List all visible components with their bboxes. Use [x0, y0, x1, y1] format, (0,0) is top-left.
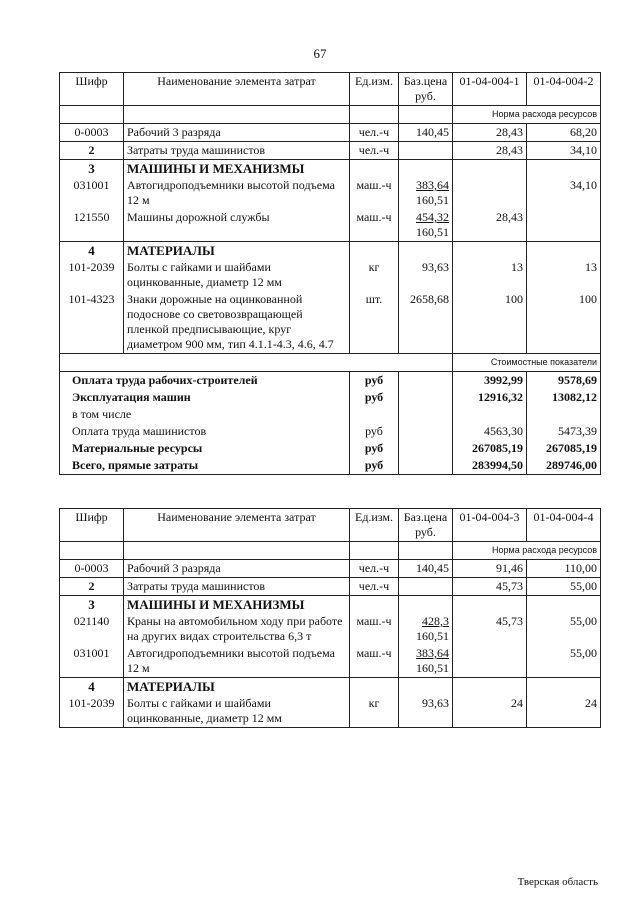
row-unit: кг: [350, 695, 399, 728]
row-value-a: 24: [453, 695, 527, 728]
row-price: [399, 142, 453, 160]
table-row: [60, 124, 601, 142]
row-code: 031001: [60, 645, 124, 678]
header-name: Наименование элемента затрат: [124, 509, 350, 542]
section-code: 4: [60, 242, 124, 260]
norm-label: Норма расхода ресурсов: [453, 106, 601, 124]
row-price-base: 428,3: [422, 614, 449, 628]
header-price-line2: руб.: [415, 89, 436, 103]
norm-label: Норма расхода ресурсов: [453, 542, 601, 560]
norm-label-row: [60, 542, 601, 560]
header-code: Шифр: [60, 73, 124, 106]
row-price: 93,63: [399, 259, 453, 291]
cost-label-row: [60, 354, 601, 372]
row-value-b: 55,00: [527, 645, 601, 678]
section-code: 3: [60, 160, 124, 178]
row-value-b: 34,10: [527, 177, 601, 209]
section-row-materials: [60, 242, 601, 260]
cost-unit: руб: [350, 372, 399, 390]
header-price: [399, 73, 453, 106]
cost-row: [60, 372, 601, 390]
row-price-labor: 160,51: [416, 225, 449, 239]
header-unit: Ед.изм.: [350, 509, 399, 542]
section-row-materials: [60, 678, 601, 696]
norm-table-2: [59, 508, 601, 728]
cost-row: [60, 423, 601, 440]
row-value-a: 28,43: [453, 124, 527, 142]
header-col-a: 01-04-004-3: [453, 509, 527, 542]
row-value-b: 55,00: [527, 578, 601, 596]
table-row: [60, 291, 601, 354]
row-price: [399, 613, 453, 645]
row-name: Затраты труда машинистов: [124, 142, 350, 160]
cost-name: Материальные ресурсы: [60, 440, 350, 457]
cost-value-b: 267085,19: [527, 440, 601, 457]
cost-value-a: 4563,30: [453, 423, 527, 440]
cost-row: [60, 406, 601, 423]
table-header-row: [60, 73, 601, 106]
row-unit: чел.-ч: [350, 142, 399, 160]
section-title: МАТЕРИАЛЫ: [124, 242, 350, 260]
row-value-b: 34,10: [527, 142, 601, 160]
row-price: 140,45: [399, 124, 453, 142]
row-value-a: 45,73: [453, 578, 527, 596]
cost-value-a: 12916,32: [453, 389, 527, 406]
section-title: МАШИНЫ И МЕХАНИЗМЫ: [124, 596, 350, 614]
row-unit: чел.-ч: [350, 578, 399, 596]
row-code: 101-4323: [60, 291, 124, 354]
row-code: 101-2039: [60, 259, 124, 291]
cost-row: [60, 389, 601, 406]
row-value-a: 28,43: [453, 142, 527, 160]
row-name: Автогидроподъемники высотой подъема 12 м: [124, 177, 350, 209]
row-unit: маш.-ч: [350, 177, 399, 209]
page-number: 67: [313, 46, 327, 61]
norm-label-row: [60, 106, 601, 124]
row-code: 0-0003: [60, 560, 124, 578]
section-title: МАТЕРИАЛЫ: [124, 678, 350, 696]
row-name: Машины дорожной службы: [124, 209, 350, 242]
row-price: 93,63: [399, 695, 453, 728]
row-code: 2: [60, 578, 124, 596]
row-value-a: [453, 177, 527, 209]
header-price-line1: Баз.цена: [403, 510, 448, 524]
cost-value-a: 283994,50: [453, 457, 527, 475]
row-price-base: 383,64: [416, 178, 449, 192]
cost-unit: руб: [350, 440, 399, 457]
row-value-a: 91,46: [453, 560, 527, 578]
row-value-a: [453, 645, 527, 678]
table-row: [60, 142, 601, 160]
row-code: 0-0003: [60, 124, 124, 142]
row-value-a: 28,43: [453, 209, 527, 242]
row-value-b: 110,00: [527, 560, 601, 578]
row-unit: маш.-ч: [350, 645, 399, 678]
table-row: [60, 645, 601, 678]
row-price-base: 454,32: [416, 210, 449, 224]
table-header-row: [60, 509, 601, 542]
row-unit: маш.-ч: [350, 613, 399, 645]
cost-value-b: 5473,39: [527, 423, 601, 440]
cost-unit: руб: [350, 423, 399, 440]
row-value-b: 55,00: [527, 613, 601, 645]
footer-region: Тверская область: [517, 876, 598, 888]
section-row-machines: [60, 160, 601, 178]
row-code: 2: [60, 142, 124, 160]
row-name: Рабочий 3 разряда: [124, 124, 350, 142]
cost-name: Оплата труда машинистов: [60, 423, 350, 440]
row-name: Знаки дорожные на оцинкованной подоснове со световозвращающей пленкой предписывающие, круг диаметром 900 мм, тип 4.1.1-4.3, 4.6, 4.7: [124, 291, 350, 354]
cost-value-a: 267085,19: [453, 440, 527, 457]
row-value-b: 68,20: [527, 124, 601, 142]
row-unit: чел.-ч: [350, 124, 399, 142]
row-name: Краны на автомобильном ходу при работе на других видах строительства 6,3 т: [124, 613, 350, 645]
row-price-labor: 160,51: [416, 193, 449, 207]
header-price-line1: Баз.цена: [403, 74, 448, 88]
row-price: [399, 177, 453, 209]
row-value-a: 100: [453, 291, 527, 354]
norm-table-1: [59, 72, 601, 475]
row-name: Болты с гайками и шайбами оцинкованные, диаметр 12 мм: [124, 695, 350, 728]
cost-value-a: 3992,99: [453, 372, 527, 390]
row-value-b: [527, 209, 601, 242]
cost-name: Всего, прямые затраты: [60, 457, 350, 475]
row-unit: кг: [350, 259, 399, 291]
row-value-b: 100: [527, 291, 601, 354]
cost-value-b: 289746,00: [527, 457, 601, 475]
section-code: 4: [60, 678, 124, 696]
header-price-line2: руб.: [415, 525, 436, 539]
row-code: 031001: [60, 177, 124, 209]
row-code: 121550: [60, 209, 124, 242]
row-value-a: 13: [453, 259, 527, 291]
row-price-labor: 160,51: [416, 629, 449, 643]
table-row: [60, 560, 601, 578]
table-row: [60, 613, 601, 645]
table-row: [60, 578, 601, 596]
row-unit: чел.-ч: [350, 560, 399, 578]
row-name: Затраты труда машинистов: [124, 578, 350, 596]
cost-row: [60, 457, 601, 475]
section-code: 3: [60, 596, 124, 614]
cost-label: Стоимостные показатели: [453, 354, 601, 372]
section-title: МАШИНЫ И МЕХАНИЗМЫ: [124, 160, 350, 178]
header-col-a: 01-04-004-1: [453, 73, 527, 106]
row-code: 021140: [60, 613, 124, 645]
cost-value-b: 13082,12: [527, 389, 601, 406]
table-row: [60, 177, 601, 209]
header-col-b: 01-04-004-4: [527, 509, 601, 542]
row-price-base: 383,64: [416, 646, 449, 660]
row-price: 140,45: [399, 560, 453, 578]
row-price: [399, 209, 453, 242]
cost-unit: руб: [350, 457, 399, 475]
row-price: [399, 578, 453, 596]
row-value-a: 45,73: [453, 613, 527, 645]
row-name: Автогидроподъемники высотой подъема 12 м: [124, 645, 350, 678]
table-row: [60, 209, 601, 242]
row-price-labor: 160,51: [416, 661, 449, 675]
cost-name: в том числе: [60, 406, 350, 423]
header-name: Наименование элемента затрат: [124, 73, 350, 106]
row-unit: шт.: [350, 291, 399, 354]
row-name: Болты с гайками и шайбами оцинкованные, диаметр 12 мм: [124, 259, 350, 291]
header-unit: Ед.изм.: [350, 73, 399, 106]
row-unit: маш.-ч: [350, 209, 399, 242]
row-value-b: 24: [527, 695, 601, 728]
row-code: 101-2039: [60, 695, 124, 728]
header-code: Шифр: [60, 509, 124, 542]
row-name: Рабочий 3 разряда: [124, 560, 350, 578]
cost-value-b: 9578,69: [527, 372, 601, 390]
section-row-machines: [60, 596, 601, 614]
row-price: [399, 645, 453, 678]
cost-name: Оплата труда рабочих-строителей: [60, 372, 350, 390]
cost-name: Эксплуатация машин: [60, 389, 350, 406]
cost-row: [60, 440, 601, 457]
header-price: [399, 509, 453, 542]
header-col-b: 01-04-004-2: [527, 73, 601, 106]
cost-unit: руб: [350, 389, 399, 406]
row-price: 2658,68: [399, 291, 453, 354]
table-row: [60, 695, 601, 728]
table-row: [60, 259, 601, 291]
row-value-b: 13: [527, 259, 601, 291]
